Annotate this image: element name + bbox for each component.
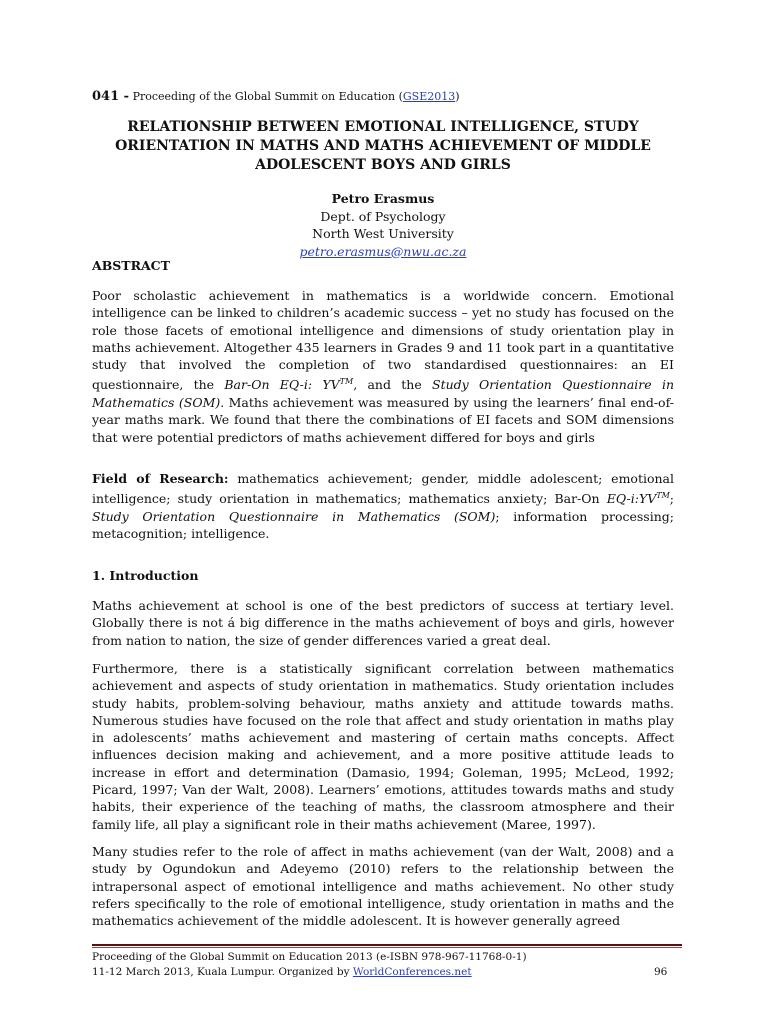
footer-rule — [92, 944, 682, 946]
abstract-text-c: Maths achievement was measured by using the learners’ final end-of-year maths mark. We found that there the combinations of EI facets and SOM dimensions that were potential predictors of maths achievement differed for boys and girls — [92, 394, 674, 445]
paper-title — [92, 118, 674, 175]
paper-number: 041 - — [92, 89, 130, 104]
field-text-a: mathematics achievement; gender, middle adolescent; emotional intelligence; study orientation in mathematics; mathematics anxiety; Bar-On — [92, 471, 674, 507]
field-of-research — [92, 470, 674, 542]
author-university: North West University — [312, 226, 454, 241]
abstract-bar-on: Bar-On EQ-i: YV — [224, 377, 340, 393]
abstract-text-b: , and the — [353, 377, 433, 393]
abstract-tm: TM — [339, 377, 354, 387]
header-close-paren: ) — [455, 90, 460, 103]
abstract-som: Study Orientation Questionnaire in Mathematics (SOM). — [92, 377, 674, 410]
footer-line-1: Proceeding of the Global Summit on Education 2013 (e-ISBN 978-967-11768-0-1) — [92, 951, 527, 963]
intro-paragraph-2: Furthermore, there is a statistically significant correlation between mathematics achievement and aspects of study orientation in mathematics. Study orientation includes study habits, problem-solving behaviour, maths anxiety and attitude towards maths. Numerous studies have focused on the role that affect and study orientation in maths play in adolescents’ maths achievement and mastering of certain maths concepts. Affect influences decision making and achievement, and a more positive attitude leads to increase in effort and determination (Damasio, 1994; Goleman, 1995; McLeod, 1992; Picard, 1997; Van der Walt, 2008). Learners’ emotions, attitudes towards maths and study habits, their experience of the teaching of maths, the classroom atmosphere and their family life, all play a significant role in their maths achievement (Maree, 1997). — [92, 661, 674, 832]
intro-paragraph-1: Maths achievement at school is one of the best predictors of success at tertiary level. Globally there is not á big difference in the maths achievement of boys and girls, however from nation to nation, the size of gender differences varied a great deal. — [92, 598, 674, 648]
title-line-3: ADOLESCENT BOYS AND GIRLS — [255, 157, 511, 173]
field-tm: TM — [656, 491, 670, 501]
field-label: Field of Research: — [92, 471, 229, 486]
author-dept: Dept. of Psychology — [320, 208, 446, 224]
abstract-heading: ABSTRACT — [92, 258, 170, 273]
field-text-c: ; information processing; metacognition; intelligence. — [92, 508, 674, 542]
author-name: Petro Erasmus — [331, 191, 435, 206]
worldconferences-link[interactable]: WorldConferences.net — [352, 966, 472, 978]
introduction-heading: 1. Introduction — [92, 568, 199, 583]
footer-rule-light — [92, 947, 682, 948]
footer-organized-by: 11-12 March 2013, Kuala Lumpur. Organized by — [92, 966, 353, 978]
author-email-link[interactable]: petro.erasmus@nwu.ac.za — [299, 243, 467, 259]
abstract-text-a: Poor scholastic achievement in mathematics is a worldwide concern. Emotional intelligence can be linked to children’s academic success – yet no study has focused on the role those facets of emotional intelligence and dimensions of study orientation play in maths achievement. Altogether 435 learners in Grades 9 and 11 took part in a quantitative study that involved the completion of two standardised questionnaires: an EI questionnaire, the — [92, 288, 674, 393]
field-som: Study Orientation Questionnaire in Mathematics (SOM) — [92, 508, 496, 524]
proceeding-title: Proceeding of the Global Summit on Education ( — [132, 90, 403, 103]
page-number: 96 — [654, 966, 668, 978]
abstract-paragraph — [92, 287, 674, 446]
footer-line-2 — [92, 966, 674, 978]
field-text-b: ; — [669, 491, 674, 507]
proceeding-header — [92, 89, 460, 104]
title-line-1: RELATIONSHIP BETWEEN EMOTIONAL INTELLIGENCE, STUDY — [127, 119, 639, 135]
title-line-2: ORIENTATION IN MATHS AND MATHS ACHIEVEMENT OF MIDDLE — [115, 138, 651, 154]
gse2013-link[interactable]: GSE2013 — [402, 90, 456, 103]
field-eqi: EQ-i:YV — [606, 491, 657, 507]
author-block — [92, 190, 674, 260]
intro-paragraph-3: Many studies refer to the role of affect in maths achievement (van der Walt, 2008) and a study by Ogundokun and Adeyemo (2010) refers to the relationship between the intrapersonal aspect of emotional intelligence and maths achievement. No other study refers specifically to the role of emotional intelligence, study orientation in maths and the mathematics achievement of the middle adolescent. It is however generally agreed — [92, 844, 674, 929]
